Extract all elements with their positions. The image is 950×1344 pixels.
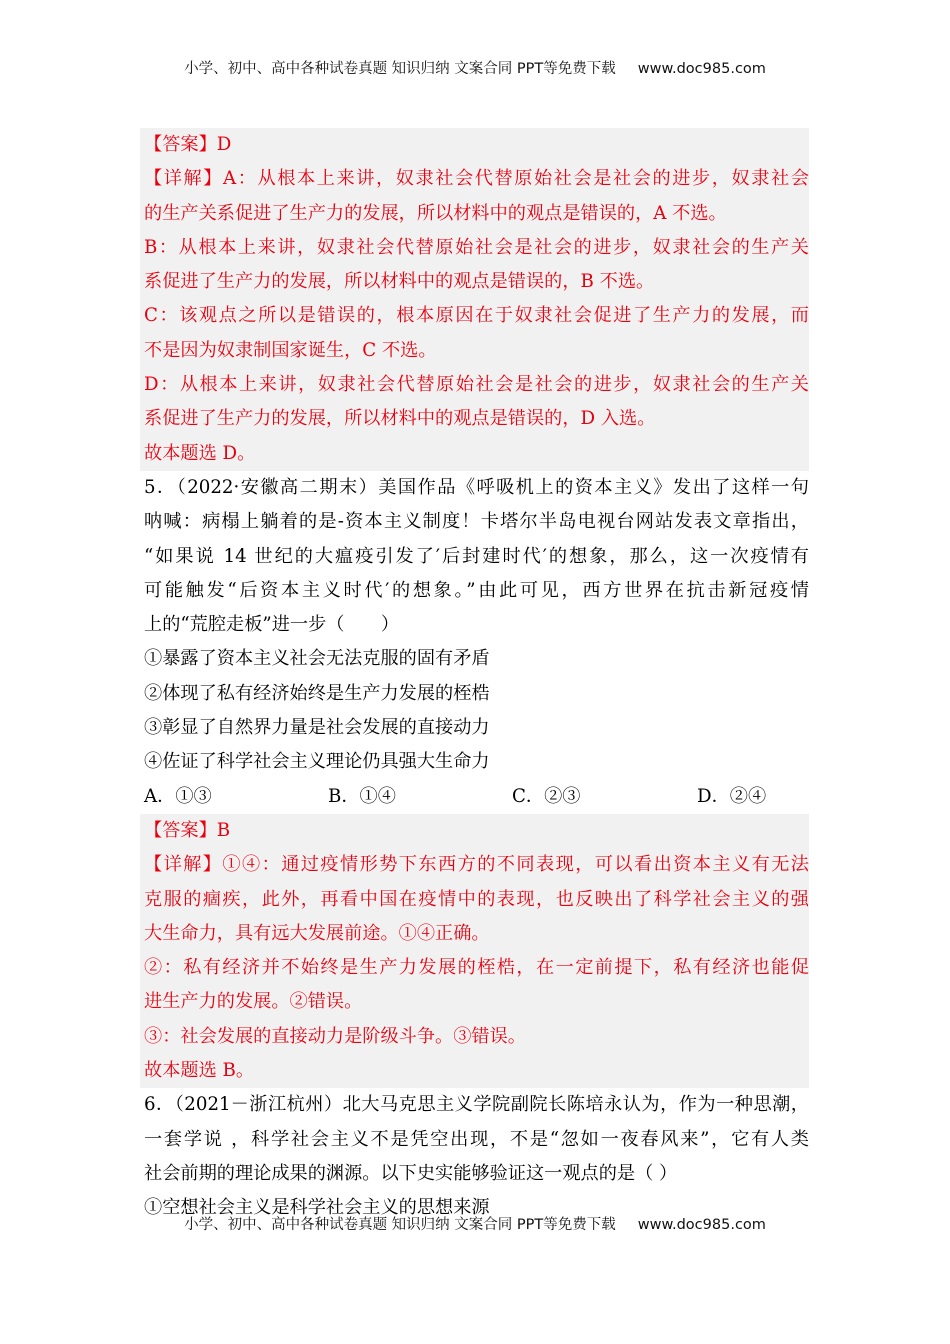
- q4-explanation-line: 系促进了生产力的发展，所以材料中的观点是错误的，B 不选。: [144, 271, 655, 293]
- q5-explanation-line: ②：私有经济并不始终是生产力发展的桎梏，在一定前提下，私有经济也能促: [144, 957, 809, 979]
- header-text: 小学、初中、高中各种试卷真题 知识归纳 文案合同 PPT等免费下载: [184, 61, 616, 77]
- q5-explanation-line: 克服的痼疾，此外，再看中国在疫情中的表现，也反映出了科学社会主义的强: [144, 888, 809, 910]
- page-footer: [0, 1213, 950, 1234]
- q4-explanation-line: 【详解】A：从根本上来讲，奴隶社会代替原始社会是社会的进步，奴隶社会: [144, 168, 809, 190]
- q5-statement: ②体现了私有经济始终是生产力发展的桎梏: [144, 682, 490, 704]
- q5-statement: ③彰显了自然界力量是社会发展的直接动力: [144, 717, 490, 739]
- q6-stem-line: 6．（2021－浙江杭州）北大马克思主义学院副院长陈培永认为，作为一种思潮，: [144, 1094, 809, 1116]
- q5-option-a: A．①③: [144, 785, 212, 807]
- q6-stem-line: 社会前期的理论成果的渊源。以下史实能够验证这一观点的是（ ）: [144, 1162, 678, 1184]
- q5-explanation-line: 【详解】①④：通过疫情形势下东西方的不同表现，可以看出资本主义有无法: [144, 854, 809, 876]
- q5-statement: ④佐证了科学社会主义理论仍具强大生命力: [144, 751, 490, 773]
- q4-explanation-line: C：该观点之所以是错误的，根本原因在于奴隶社会促进了生产力的发展，而: [144, 305, 809, 327]
- question-5: [144, 471, 809, 814]
- page-header: [0, 57, 950, 78]
- q5-explanation-line: 进生产力的发展。②错误。: [144, 991, 363, 1013]
- q5-stem-line: 上的“荒腔走板”进一步（ ）: [144, 614, 400, 636]
- q4-conclusion: 故本题选 D。: [144, 442, 256, 464]
- q5-stem-line: 呐喊：病榻上躺着的是-资本主义制度！卡塔尔半岛电视台网站发表文章指出，: [144, 511, 809, 533]
- q4-explanation-line: 系促进了生产力的发展，所以材料中的观点是错误的，D 入选。: [144, 408, 656, 430]
- question-6: [144, 1088, 809, 1225]
- q5-option-c: C．②③: [512, 785, 581, 807]
- header-url[interactable]: www.doc985.com: [637, 61, 766, 77]
- q5-statement: ①暴露了资本主义社会无法克服的固有矛盾: [144, 648, 490, 670]
- q4-solution-box: [140, 128, 809, 471]
- q5-stem-line: 可能触发“后资本主义时代′的想象。”由此可见，西方世界在抗击新冠疫情: [144, 579, 809, 601]
- q4-answer: 【答案】D: [144, 134, 232, 155]
- q5-option-d: D．②④: [697, 785, 767, 807]
- q6-stem-line: 一套学说 ，科学社会主义不是凭空出现，不是“忽如一夜春风来”，它有人类: [144, 1128, 809, 1150]
- footer-url[interactable]: www.doc985.com: [637, 1217, 766, 1233]
- q5-option-b: B．①④: [328, 785, 396, 807]
- q4-explanation-line: B：从根本上来讲，奴隶社会代替原始社会是社会的进步，奴隶社会的生产关: [144, 236, 809, 258]
- q5-stem-line: 5．（2022·安徽高二期末）美国作品《呼吸机上的资本主义》发出了这样一句: [144, 476, 809, 498]
- q5-options: [144, 780, 809, 814]
- footer-text: 小学、初中、高中各种试卷真题 知识归纳 文案合同 PPT等免费下载: [184, 1217, 616, 1233]
- q5-stem-line: “如果说 14 世纪的大瘟疫引发了′后封建时代′的想象，那么，这一次疫情有: [144, 545, 809, 567]
- q5-explanation-line: 大生命力，具有远大发展前途。①④正确。: [144, 922, 490, 944]
- q5-answer: 【答案】B: [144, 819, 231, 841]
- q4-explanation-line: 不是因为奴隶制国家诞生，C 不选。: [144, 339, 437, 361]
- document-body: [144, 128, 809, 1226]
- q4-explanation-line: D：从根本上来讲，奴隶社会代替原始社会是社会的进步，奴隶社会的生产关: [144, 374, 809, 396]
- q6-statement: ①空想社会主义是科学社会主义的思想来源: [144, 1197, 490, 1219]
- q5-conclusion: 故本题选 B。: [144, 1060, 255, 1082]
- q5-solution-box: [140, 814, 809, 1088]
- q5-explanation-line: ③：社会发展的直接动力是阶级斗争。③错误。: [144, 1025, 526, 1047]
- q4-explanation-line: 的生产关系促进了生产力的发展，所以材料中的观点是错误的，A 不选。: [144, 202, 727, 224]
